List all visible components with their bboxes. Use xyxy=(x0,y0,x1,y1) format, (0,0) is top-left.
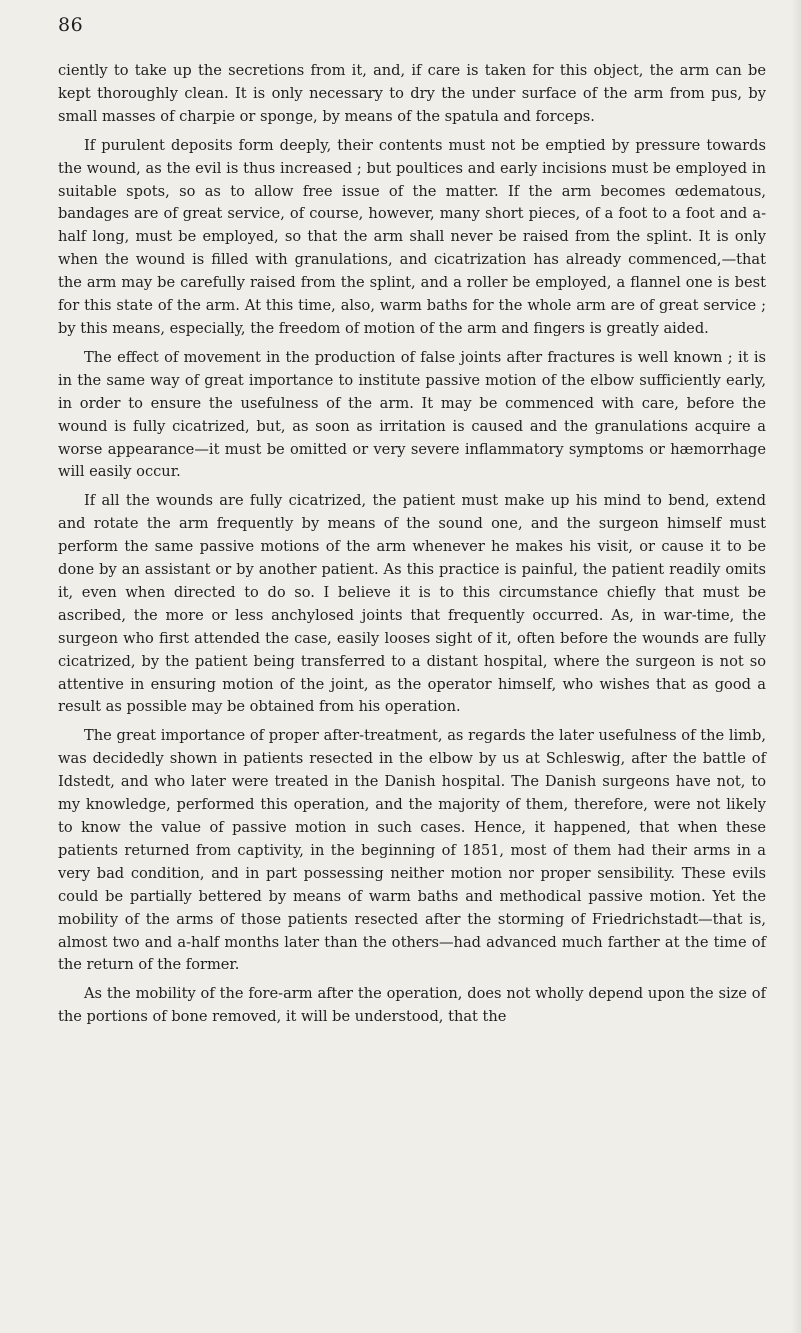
paragraph-3: The effect of movement in the production of false joints after fractures is well known ; it is in the same way of great importance to institute passive motion of the elbow sufficiently early, in order to ensure the usefulness of the arm. It may be commenced with care, before the wound is fully cicatrized, but, as soon as irritation is caused and the granulations acquire a worse appearance—it must be omitted or very severe inflammatory symptoms or hæmorrhage will easily occur. xyxy=(58,348,766,481)
body-text xyxy=(58,60,766,1029)
page-edge-shadow xyxy=(791,0,801,1333)
paragraph-1: ciently to take up the secretions from it, and, if care is taken for this object, the arm can be kept thoroughly clean. It is only necessary to dry the under surface of the arm from pus, by small masses of charpie or sponge, by means of the spatula and forceps. xyxy=(58,62,766,125)
paragraph-2: If purulent deposits form deeply, their contents must not be emptied by pressure towards the wound, as the evil is thus increased ; but poultices and early incisions must be employed in suitable spots, so as to allow free issue of the matter. If the arm becomes œdematous, bandages are of great service, of course, however, many short pieces, of a foot to a foot and a-half long, must be employed, so that the arm shall never be raised from the splint. It is only when the wound is filled with granulations, and cicatrization has already commenced,—that the arm may be carefully raised from the splint, and a roller be employed, a flannel one is best for this state of the arm. At this time, also, warm baths for the whole arm are of great service ; by this means, especially, the freedom of motion of the arm and fingers is greatly aided. xyxy=(58,136,766,337)
paragraph-6: As the mobility of the fore-arm after the operation, does not wholly depend upon the size of the portions of bone removed, it will be understood, that the xyxy=(58,985,766,1026)
paragraph-4: If all the wounds are fully cicatrized, the patient must make up his mind to bend, extend and rotate the arm frequently by means of the sound one, and the surgeon himself must perform the same passive motions of the arm whenever he makes his visit, or cause it to be done by an assistant or by another patient. As this practice is painful, the patient readily omits it, even when directed to do so. I believe it is to this circumstance chiefly that must be ascribed, the more or less anchylosed joints that frequently occurred. As, in war-time, the surgeon who first attended the case, easily looses sight of it, often before the wounds are fully cicatrized, by the patient being transferred to a distant hospital, where the surgeon is not so attentive in ensuring motion of the joint, as the operator himself, who wishes that as good a result as possible may be obtained from his operation. xyxy=(58,492,766,716)
paragraph-5: The great importance of proper after-treatment, as regards the later usefulness of the limb, was decidedly shown in patients resected in the elbow by us at Schleswig, after the battle of Idstedt, and who later were treated in the Danish hospital. The Danish surgeons have not, to my knowledge, performed this operation, and the majority of them, therefore, were not likely to know the value of passive motion in such cases. Hence, it happened, that when these patients returned from captivity, in the beginning of 1851, most of them had their arms in a very bad condition, and in part possessing neither motion nor proper sensibility. These evils could be partially bettered by means of warm baths and methodical passive motion. Yet the mobility of the arms of those patients resected after the storming of Friedrichstadt—that is, almost two and a-half months later than the others—had advanced much farther at the time of the return of the former. xyxy=(58,727,766,974)
page-number: 86 xyxy=(58,14,84,36)
